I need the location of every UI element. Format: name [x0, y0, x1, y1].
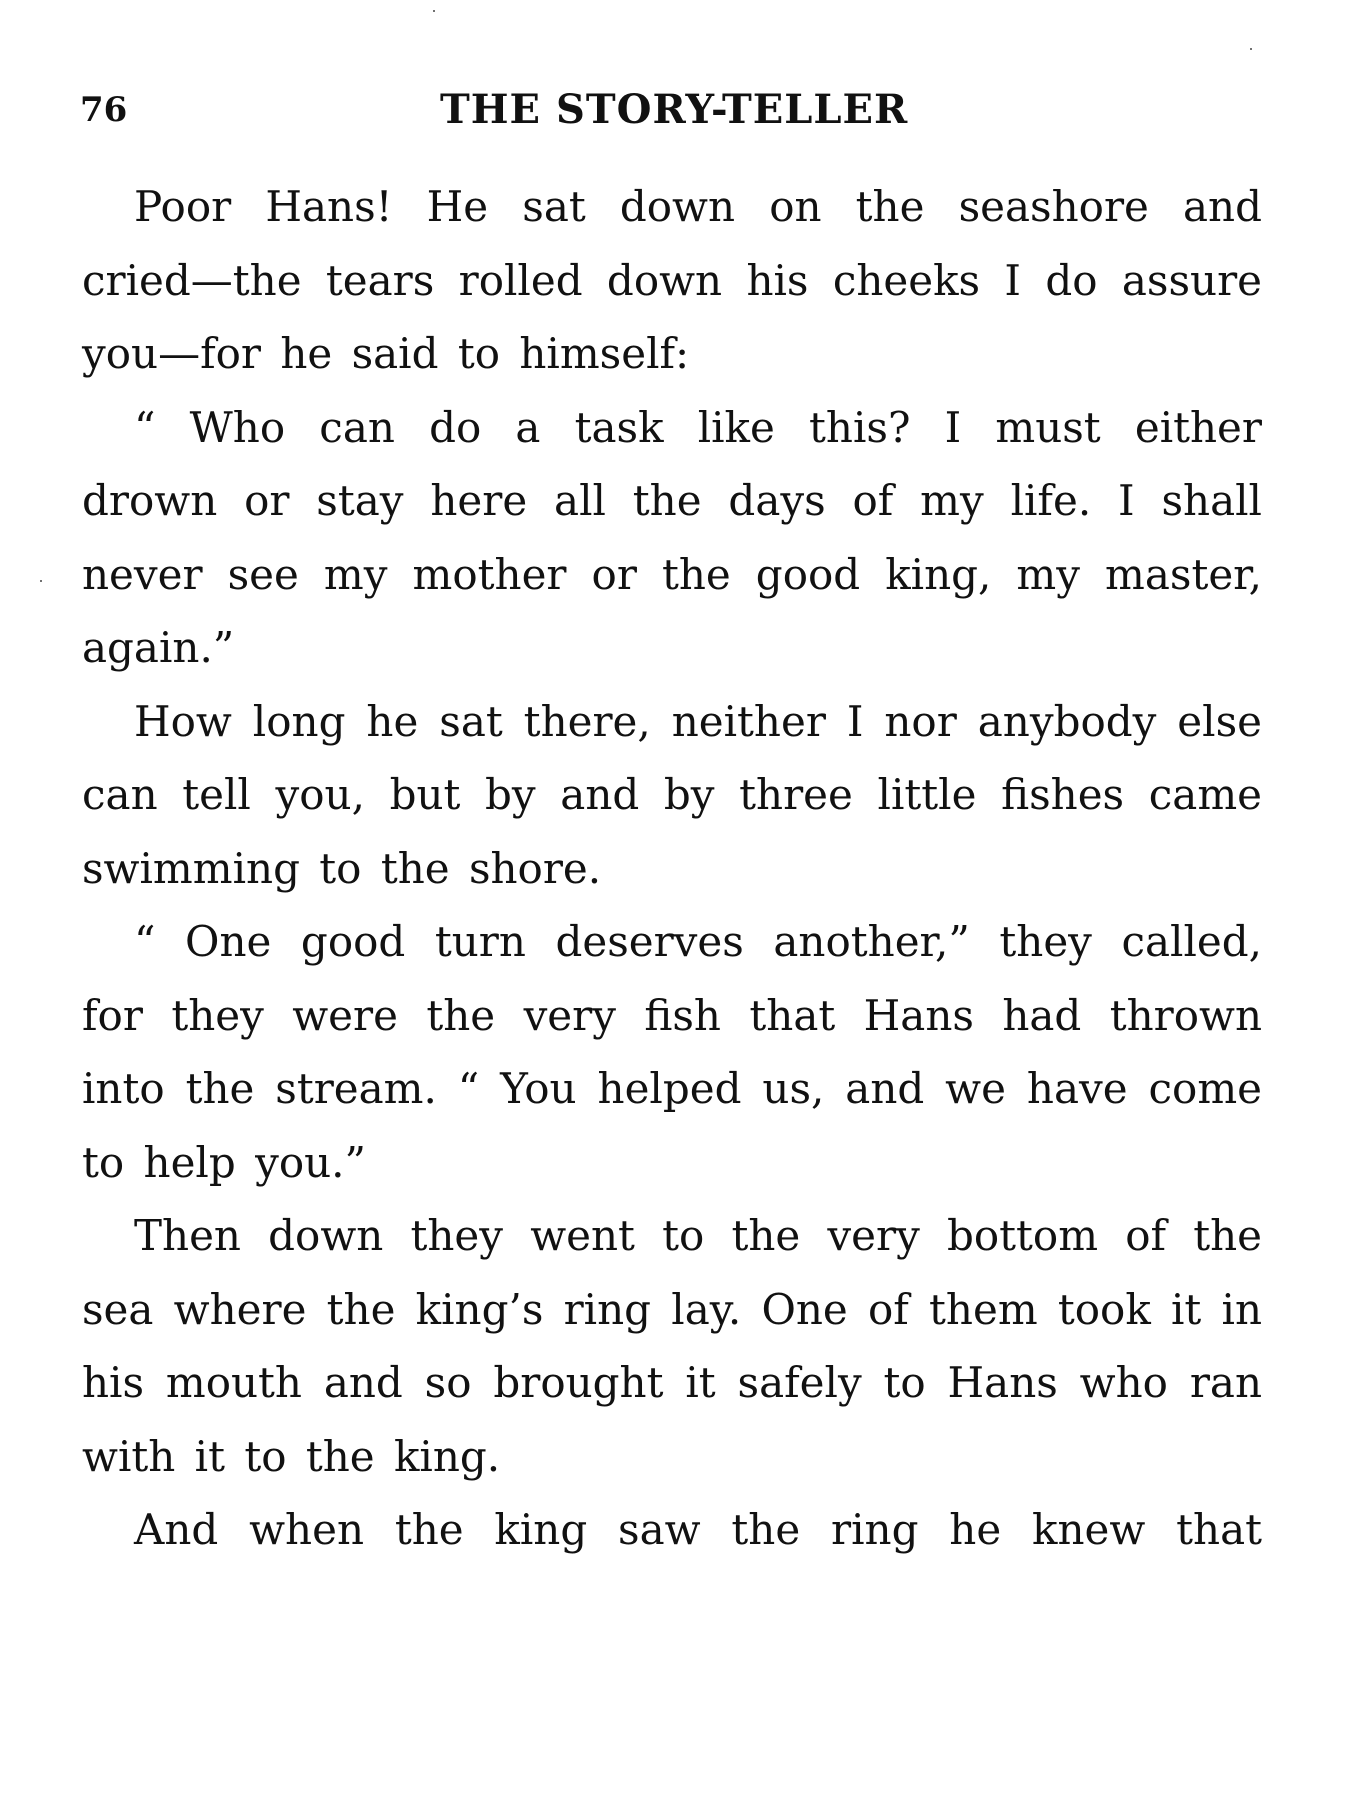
running-title: THE STORY-TELLER — [440, 86, 909, 133]
paragraph-2: “ Who can do a task like this? I must either drown or stay here all the days of my life. I shall never see my mother or the good king, my master, again.” — [82, 402, 1262, 672]
paragraph-4: “ One good turn deserves another,” they called, for they were the very fish that Hans had thrown into the stream. “ You helped us, and we have come to help you.” — [82, 917, 1262, 1187]
print-speck — [40, 580, 42, 582]
body-text — [82, 170, 1262, 1567]
paragraph-6: And when the king saw the ring he knew that — [134, 1505, 1262, 1554]
page-number: 76 — [80, 90, 128, 130]
paragraph-5: Then down they went to the very bottom of the sea where the king’s ring lay. One of them took it in his mouth and so brought it safely to Hans who ran with it to the king. — [82, 1211, 1262, 1481]
print-speck — [433, 10, 435, 12]
paragraph-3: How long he sat there, neither I nor anybody else can tell you, but by and by three little fishes came swimming to the shore. — [82, 696, 1262, 893]
paragraph-1: Poor Hans! He sat down on the seashore and cried—the tears rolled down his cheeks I do assure you—for he said to himself: — [82, 182, 1262, 378]
print-speck — [1250, 48, 1252, 50]
page-header — [80, 86, 1258, 146]
